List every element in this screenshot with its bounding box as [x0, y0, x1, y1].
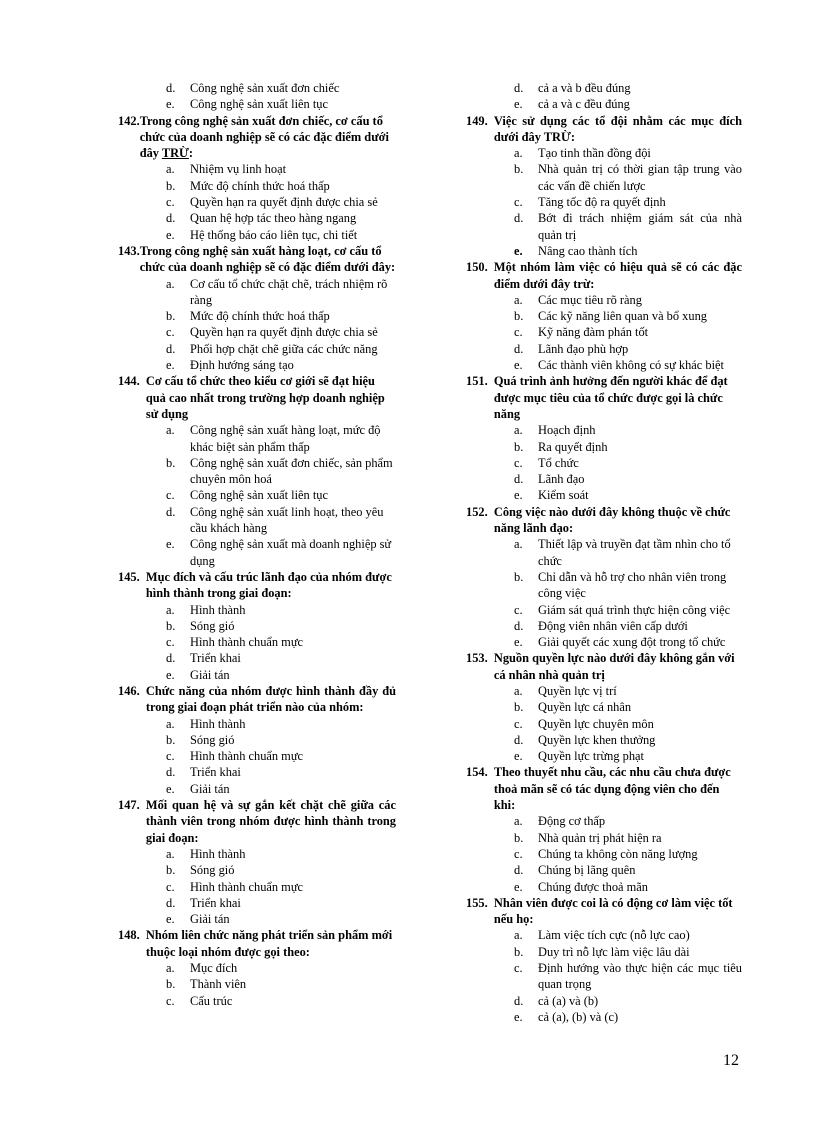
option-letter: c. [166, 879, 175, 894]
option-text: Sóng gió [190, 863, 235, 878]
option-letter: a. [166, 423, 175, 438]
question-text [146, 927, 396, 960]
option-letter: d. [166, 504, 176, 519]
question-number: 151. [466, 374, 494, 389]
question-row [466, 373, 742, 422]
question-text-body: Trong công nghệ sản xuất đơn chiếc, cơ cấu tổ chức của doanh nghiệp sẽ có các đặc điểm dưới đây [139, 113, 389, 161]
answer-option [466, 439, 742, 455]
option-text: Ra quyết định [538, 439, 608, 454]
option-letter: e. [514, 97, 523, 112]
question-text-body: Mục đích và cấu trúc lãnh đạo của nhóm được hình thành trong giai đoạn: [145, 569, 392, 601]
answer-option [466, 683, 742, 699]
option-letter: d. [166, 651, 176, 666]
option-text: Sóng gió [190, 732, 235, 747]
option-text: Quyền lực khen thưởng [538, 732, 656, 747]
question-number: 144. [118, 374, 146, 389]
option-text: Nhà quản trị phát hiện ra [538, 830, 662, 845]
option-letter: e. [514, 879, 523, 894]
question-text-body: Theo thuyết nhu cầu, các nhu cầu chưa được thoả mãn sẽ có tác dụng động viên cho đến khi: [493, 765, 731, 813]
option-letter: e. [514, 243, 523, 258]
question-text-body: Chức năng của nhóm được hình thành đầy đủ trong giai đoạn phát triển nào của nhóm: [145, 683, 396, 715]
option-letter: d. [514, 618, 524, 633]
option-letter: c. [166, 749, 175, 764]
question-text-body: Cơ cấu tổ chức theo kiểu cơ giới sẽ đạt hiệu quả cao nhất trong trường hợp doanh nghiệp sử dụng [145, 374, 385, 421]
question-text [494, 895, 742, 928]
answer-option [466, 813, 742, 829]
left-column [118, 80, 396, 1009]
question-text [494, 650, 742, 683]
option-text: cả a và c đều đúng [538, 97, 630, 112]
answer-option [466, 341, 742, 357]
answer-option [466, 960, 742, 993]
option-text: Động viên nhân viên cấp dưới [538, 618, 688, 633]
option-text: Lãnh đạo phù hợp [538, 341, 629, 356]
option-letter: b. [166, 309, 176, 324]
answer-option [118, 308, 396, 324]
answer-option [466, 308, 742, 324]
option-text: Hình thành chuẩn mực [190, 749, 304, 764]
option-letter: c. [166, 195, 175, 210]
option-letter: b. [514, 162, 524, 177]
answer-option [118, 227, 396, 243]
option-letter: c. [166, 488, 175, 503]
question-number: 153. [466, 651, 494, 666]
option-letter: b. [166, 455, 176, 470]
question-number: 150. [466, 260, 494, 275]
option-letter: a. [514, 292, 523, 307]
option-text: Phối hợp chặt chẽ giữa các chức năng [190, 341, 378, 356]
option-letter: c. [514, 195, 523, 210]
question-number: 148. [118, 928, 146, 943]
answer-option [466, 292, 742, 308]
option-text: Công nghệ sản xuất đơn chiếc [190, 81, 340, 95]
option-text: Quyền hạn ra quyết định được chia sẻ [190, 195, 378, 210]
answer-option [118, 879, 396, 895]
option-text: Quyền lực trừng phạt [538, 749, 644, 764]
option-text: Làm việc tích cực (nỗ lực cao) [538, 928, 690, 943]
option-letter: e. [166, 781, 175, 796]
answer-option [118, 960, 396, 976]
option-text: Duy trì nỗ lực làm việc lâu dài [538, 944, 690, 959]
option-text: Cấu trúc [190, 993, 233, 1008]
answer-option [466, 455, 742, 471]
option-text: Hệ thống báo cáo liên tục, chi tiết [190, 227, 358, 242]
question-row [118, 243, 396, 276]
option-letter: c. [514, 602, 523, 617]
answer-option [466, 732, 742, 748]
answer-option [118, 862, 396, 878]
answer-option [118, 764, 396, 780]
answer-option [118, 178, 396, 194]
option-letter: e. [166, 537, 175, 552]
option-letter: a. [166, 276, 175, 291]
question-text-body: Một nhóm làm việc có hiệu quả sẽ có các đặc điểm dưới đây trừ: [493, 260, 742, 291]
option-text: Công nghệ sản xuất đơn chiếc, sản phẩm chuyên môn hoá [190, 455, 393, 487]
option-text: Nhiệm vụ linh hoạt [190, 162, 287, 177]
answer-option [118, 487, 396, 503]
answer-option [466, 862, 742, 878]
option-letter: e. [514, 749, 523, 764]
option-text: Công nghệ sản xuất liên tục [190, 488, 328, 503]
answer-option [466, 422, 742, 438]
option-text: Mức độ chính thức hoá thấp [190, 178, 330, 193]
question-row [466, 895, 742, 928]
option-letter: b. [514, 439, 524, 454]
option-letter: e. [514, 635, 523, 650]
option-letter: b. [166, 977, 176, 992]
option-text: Giải tán [190, 667, 230, 682]
option-letter: a. [166, 846, 175, 861]
option-text: Hình thành chuẩn mực [190, 635, 304, 650]
option-text: Giám sát quá trình thực hiện công việc [538, 602, 731, 617]
answer-option [118, 161, 396, 177]
option-letter: e. [166, 912, 175, 927]
question-row [118, 927, 396, 960]
option-text: Hình thành [190, 716, 246, 731]
answer-option [466, 324, 742, 340]
option-letter: e. [166, 227, 175, 242]
question-text-body: Trong công nghệ sản xuất hàng loạt, cơ cấu tổ chức của doanh nghiệp sẽ có đặc điểm dưới đây: [139, 243, 396, 275]
option-letter: d. [166, 765, 176, 780]
answer-option [118, 732, 396, 748]
question-text [146, 683, 396, 716]
option-letter: a. [514, 683, 523, 698]
answer-option [118, 324, 396, 340]
question-text-body: Quá trình ảnh hưởng đến người khác để đạt được mục tiêu của tổ chức được gọi là chức năng [493, 374, 728, 421]
option-letter: c. [166, 635, 175, 650]
option-text: Hoạch định [538, 423, 596, 438]
option-text: Công nghệ sản xuất hàng loạt, mức độ khác biệt sản phẩm thấp [190, 423, 381, 454]
answer-option [118, 667, 396, 683]
question-emphasis: TRỪ [161, 146, 189, 161]
option-text: Chúng được thoả mãn [538, 879, 648, 894]
question-row [466, 113, 742, 146]
answer-option [118, 716, 396, 732]
question-row [466, 259, 742, 292]
option-text: Tổ chức [538, 455, 579, 470]
answer-option [466, 96, 742, 112]
option-letter: d. [514, 211, 524, 226]
option-letter: d. [166, 895, 176, 910]
option-letter: b. [166, 732, 176, 747]
answer-option [118, 422, 396, 455]
option-letter: e. [166, 358, 175, 373]
option-text: Thành viên [190, 977, 247, 992]
option-letter: c. [514, 455, 523, 470]
option-text: Các mục tiêu rõ ràng [538, 292, 642, 307]
answer-option [466, 846, 742, 862]
option-text: Công nghệ sản xuất liên tục [190, 97, 328, 112]
question-text [494, 504, 742, 537]
option-text: cả a và b đều đúng [538, 81, 631, 95]
option-text: cả (a), (b) và (c) [538, 1009, 619, 1024]
option-text: Nâng cao thành tích [538, 243, 638, 258]
answer-option [466, 161, 742, 194]
option-letter: d. [166, 341, 176, 356]
answer-option [118, 911, 396, 927]
option-letter: c. [514, 716, 523, 731]
option-text: Triển khai [190, 765, 241, 780]
answer-option [118, 341, 396, 357]
question-text [146, 373, 396, 422]
answer-option [466, 602, 742, 618]
option-text: Hình thành [190, 602, 246, 617]
option-text: Giải quyết các xung đột trong tổ chức [538, 635, 726, 650]
question-row [118, 797, 396, 846]
option-text: Bớt đi trách nhiệm giám sát của nhà quản trị [538, 211, 742, 242]
option-letter: a. [514, 928, 523, 943]
option-letter: b. [514, 309, 524, 324]
answer-option [466, 80, 742, 96]
question-row [118, 373, 396, 422]
question-number: 155. [466, 895, 494, 910]
question-suffix: TRỪ: [543, 129, 575, 144]
option-letter: e. [514, 1009, 523, 1024]
option-text: Triển khai [190, 651, 241, 666]
option-text: Chỉ dẫn và hỗ trợ cho nhân viên trong công việc [538, 569, 727, 601]
question-text [140, 113, 396, 162]
option-text: Chúng ta không còn năng lượng [538, 846, 698, 861]
answer-option [118, 650, 396, 666]
option-text: Quyền lực cá nhân [538, 700, 632, 715]
option-letter: e. [166, 97, 175, 112]
answer-option [466, 618, 742, 634]
option-letter: d. [166, 81, 176, 95]
option-letter: b. [514, 569, 524, 584]
option-text: Mục đích [190, 961, 238, 976]
option-letter: c. [514, 846, 523, 861]
answer-option [466, 1009, 742, 1025]
question-row [118, 113, 396, 162]
question-text-body: Việc sử dụng các tổ đội nhằm các mục đích dưới đây [493, 113, 742, 144]
option-text: Giải tán [190, 781, 230, 796]
answer-option [466, 210, 742, 243]
answer-option [466, 471, 742, 487]
answer-option [466, 357, 742, 373]
option-letter: a. [514, 146, 523, 161]
question-number: 142. [118, 113, 140, 128]
question-number: 154. [466, 765, 494, 780]
option-text: Quyền lực vị trí [538, 683, 617, 698]
answer-option [466, 927, 742, 943]
answer-option [466, 993, 742, 1009]
question-text-body: Mối quan hệ và sự gắn kết chặt chẽ giữa các thành viên trong nhóm được hình thành trong giai đoạn: [145, 798, 396, 845]
answer-option [466, 243, 742, 259]
question-text [494, 113, 742, 146]
answer-option [466, 487, 742, 503]
option-text: Hình thành [190, 846, 246, 861]
option-letter: b. [166, 618, 176, 633]
answer-option [118, 602, 396, 618]
answer-option [118, 536, 396, 569]
option-letter: c. [166, 325, 175, 340]
answer-option [118, 455, 396, 488]
question-number: 143. [118, 243, 140, 258]
question-text [146, 797, 396, 846]
option-text: Định hướng vào thực hiện các mục tiêu quan trọng [538, 961, 742, 992]
option-text: Định hướng sáng tạo [190, 358, 294, 373]
answer-option [118, 210, 396, 226]
answer-option [466, 536, 742, 569]
option-text: Lãnh đạo [538, 472, 585, 487]
option-text: Động cơ thấp [538, 814, 606, 829]
option-letter: b. [166, 178, 176, 193]
page-number: 12 [723, 1052, 739, 1069]
option-text: Cơ cấu tổ chức chặt chẽ, trách nhiệm rõ ràng [190, 276, 388, 307]
option-text: Giải tán [190, 912, 230, 927]
answer-option [118, 976, 396, 992]
answer-option [118, 194, 396, 210]
option-letter: d. [514, 732, 524, 747]
option-text: Tạo tinh thần đồng đội [538, 146, 651, 161]
answer-option [466, 944, 742, 960]
option-text: Quyền hạn ra quyết định được chia sẻ [190, 325, 378, 340]
question-text-body: Nguồn quyền lực nào dưới đây không gắn với cá nhân nhà quản trị [493, 651, 735, 682]
option-letter: c. [514, 961, 523, 976]
option-letter: a. [514, 423, 523, 438]
answer-option [118, 846, 396, 862]
answer-option [466, 634, 742, 650]
question-row [118, 569, 396, 602]
option-letter: a. [514, 537, 523, 552]
option-letter: d. [166, 211, 176, 226]
answer-option [118, 80, 396, 96]
question-row [118, 683, 396, 716]
option-text: Thiết lập và truyền đạt tầm nhìn cho tổ chức [538, 537, 731, 568]
option-text: Công nghệ sản xuất linh hoạt, theo yêu cầu khách hàng [190, 504, 384, 536]
option-text: Công nghệ sản xuất mà doanh nghiệp sử dụng [190, 537, 392, 568]
option-letter: b. [514, 830, 524, 845]
question-text [140, 243, 396, 276]
question-text-body: Công việc nào dưới đây không thuộc về chức năng lãnh đạo: [493, 504, 731, 536]
question-text [494, 259, 742, 292]
answer-option [118, 504, 396, 537]
answer-option [118, 748, 396, 764]
question-text [146, 569, 396, 602]
option-letter: e. [514, 358, 523, 373]
option-letter: b. [514, 700, 524, 715]
question-text-body: Nhân viên được coi là có động cơ làm việc tốt nếu họ: [493, 895, 733, 927]
answer-option [118, 357, 396, 373]
answer-option [466, 194, 742, 210]
question-suffix: : [188, 146, 194, 161]
answer-option [466, 748, 742, 764]
question-row [466, 764, 742, 813]
option-text: Mức độ chính thức hoá thấp [190, 309, 330, 324]
question-number: 152. [466, 504, 494, 519]
option-text: Sóng gió [190, 618, 235, 633]
question-number: 146. [118, 683, 146, 698]
option-text: Tăng tốc độ ra quyết định [538, 195, 666, 210]
answer-option [466, 879, 742, 895]
option-letter: a. [166, 716, 175, 731]
option-letter: b. [166, 863, 176, 878]
option-letter: d. [514, 472, 524, 487]
option-text: Các kỹ năng liên quan và bổ xung [538, 309, 707, 324]
option-text: Chúng bị lãng quên [538, 863, 636, 878]
answer-option [118, 634, 396, 650]
right-column [466, 80, 742, 1025]
option-letter: a. [166, 162, 175, 177]
answer-option [466, 699, 742, 715]
answer-option [466, 145, 742, 161]
option-letter: d. [514, 863, 524, 878]
option-text: Triển khai [190, 895, 241, 910]
question-text [494, 373, 742, 422]
option-text: Kiểm soát [538, 488, 589, 503]
option-letter: c. [166, 993, 175, 1008]
option-text: Quyền lực chuyên môn [538, 716, 654, 731]
option-letter: a. [166, 961, 175, 976]
option-letter: d. [514, 81, 524, 95]
option-letter: c. [514, 325, 523, 340]
answer-option [118, 895, 396, 911]
question-number: 145. [118, 569, 146, 584]
question-row [466, 650, 742, 683]
option-letter: d. [514, 993, 524, 1008]
option-text: Quan hệ hợp tác theo hàng ngang [190, 211, 357, 226]
option-letter: a. [166, 602, 175, 617]
option-text: Các thành viên không có sự khác biệt [538, 358, 724, 373]
option-text: Nhà quản trị có thời gian tập trung vào các vấn đề chiến lược [538, 162, 742, 193]
option-letter: e. [166, 667, 175, 682]
answer-option [466, 716, 742, 732]
question-number: 147. [118, 798, 146, 813]
answer-option [466, 830, 742, 846]
answer-option [118, 618, 396, 634]
option-text: cả (a) và (b) [538, 993, 599, 1008]
answer-option [466, 569, 742, 602]
answer-option [118, 781, 396, 797]
option-letter: d. [514, 341, 524, 356]
option-letter: e. [514, 488, 523, 503]
answer-option [118, 276, 396, 309]
option-letter: b. [514, 944, 524, 959]
question-text [494, 764, 742, 813]
question-row [466, 504, 742, 537]
answer-option [118, 993, 396, 1009]
option-text: Hình thành chuẩn mực [190, 879, 304, 894]
question-number: 149. [466, 113, 494, 128]
option-letter: a. [514, 814, 523, 829]
answer-option [118, 96, 396, 112]
option-text: Kỹ năng đàm phán tốt [538, 325, 649, 340]
question-text-body: Nhóm liên chức năng phát triển sản phẩm mới thuộc loại nhóm được gọi theo: [145, 928, 393, 959]
